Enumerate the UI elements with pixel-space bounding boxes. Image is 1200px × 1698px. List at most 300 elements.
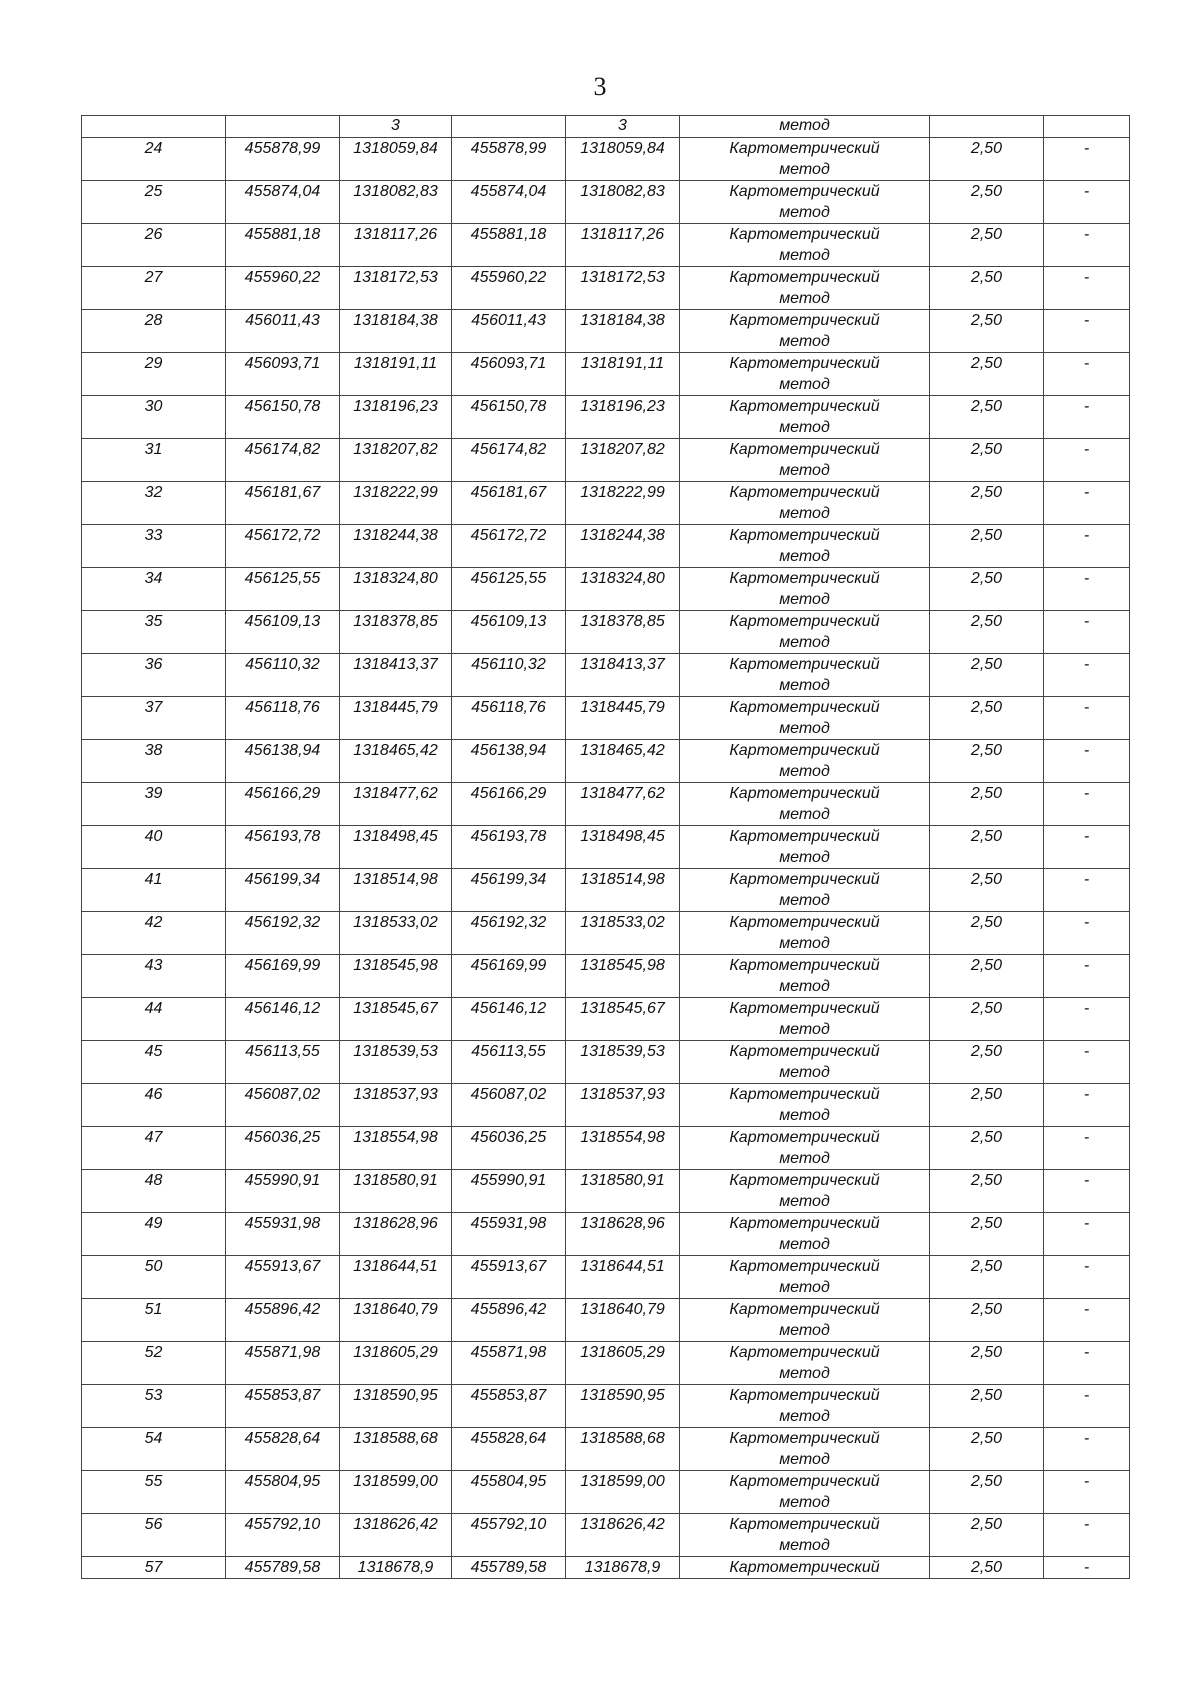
point-number-cell: 46 — [82, 1084, 226, 1127]
continuation-row — [82, 116, 1130, 138]
method-line-2: метод — [779, 677, 830, 694]
x-cell: 455913,67 — [226, 1256, 340, 1299]
x-cell: 456150,78 — [226, 396, 340, 439]
y-new-cell: 1318514,98 — [566, 869, 680, 912]
x-cell: 455853,87 — [226, 1385, 340, 1428]
table-row — [82, 396, 1130, 439]
accuracy-cell: 2,50 — [930, 1041, 1044, 1084]
description-cell: - — [1044, 1557, 1130, 1579]
accuracy-cell: 2,50 — [930, 1127, 1044, 1170]
point-number-cell: 24 — [82, 138, 226, 181]
y-cell: 1318413,37 — [340, 654, 452, 697]
y-new-cell: 1318445,79 — [566, 697, 680, 740]
method-line-1: Картометрический — [729, 828, 880, 845]
method-cell — [680, 482, 930, 525]
y-cell: 1318640,79 — [340, 1299, 452, 1342]
method-line-1: Картометрический — [729, 269, 880, 286]
y-cell: 1318580,91 — [340, 1170, 452, 1213]
y-new-cell: 1318378,85 — [566, 611, 680, 654]
table-row — [82, 1385, 1130, 1428]
x-new-cell: 455792,10 — [452, 1514, 566, 1557]
table-row — [82, 1299, 1130, 1342]
accuracy-cell: 2,50 — [930, 998, 1044, 1041]
description-cell: - — [1044, 1385, 1130, 1428]
y-new-cell: 1318640,79 — [566, 1299, 680, 1342]
y-cell: 1318244,38 — [340, 525, 452, 568]
y-cell: 1318599,00 — [340, 1471, 452, 1514]
accuracy-cell: 2,50 — [930, 224, 1044, 267]
method-cell: метод — [680, 116, 930, 138]
method-cell — [680, 654, 930, 697]
method-line-1: Картометрический — [729, 1172, 880, 1189]
accuracy-cell: 2,50 — [930, 568, 1044, 611]
method-line-2: метод — [779, 892, 830, 909]
method-line-1: Картометрический — [729, 1430, 880, 1447]
y-cell: 1318678,9 — [340, 1557, 452, 1579]
x-cell: 456181,67 — [226, 482, 340, 525]
y-cell: 1318545,67 — [340, 998, 452, 1041]
x-new-cell: 455896,42 — [452, 1299, 566, 1342]
point-number-cell: 30 — [82, 396, 226, 439]
accuracy-cell: 2,50 — [930, 869, 1044, 912]
description-cell: - — [1044, 439, 1130, 482]
y-cell: 1318082,83 — [340, 181, 452, 224]
method-line-2: метод — [779, 978, 830, 995]
method-line-2: метод — [779, 1193, 830, 1210]
accuracy-cell: 2,50 — [930, 611, 1044, 654]
y-cell: 1318537,93 — [340, 1084, 452, 1127]
x-cell: 455792,10 — [226, 1514, 340, 1557]
y-cell: 1318378,85 — [340, 611, 452, 654]
point-number-cell: 57 — [82, 1557, 226, 1579]
accuracy-cell: 2,50 — [930, 697, 1044, 740]
table-row — [82, 1557, 1130, 1579]
method-line-2: метод — [779, 1451, 830, 1468]
x-cell: 456166,29 — [226, 783, 340, 826]
method-cell — [680, 1041, 930, 1084]
y-new-cell: 1318590,95 — [566, 1385, 680, 1428]
y-new-cell: 1318191,11 — [566, 353, 680, 396]
accuracy-cell: 2,50 — [930, 1256, 1044, 1299]
table-row — [82, 1256, 1130, 1299]
method-line-2: метод — [779, 1408, 830, 1425]
method-cell: Картометрический — [680, 1557, 930, 1579]
y-new-cell: 3 — [566, 116, 680, 138]
x-new-cell: 456011,43 — [452, 310, 566, 353]
method-cell — [680, 1256, 930, 1299]
x-cell: 456193,78 — [226, 826, 340, 869]
y-cell: 1318477,62 — [340, 783, 452, 826]
method-cell — [680, 1342, 930, 1385]
description-cell: - — [1044, 783, 1130, 826]
method-line-1: Картометрический — [729, 312, 880, 329]
table-row — [82, 783, 1130, 826]
description-cell: - — [1044, 525, 1130, 568]
y-cell: 1318324,80 — [340, 568, 452, 611]
description-cell: - — [1044, 138, 1130, 181]
table-row — [82, 1428, 1130, 1471]
method-line-1: Картометрический — [729, 441, 880, 458]
method-line-1: Картометрический — [729, 742, 880, 759]
x-cell: 456036,25 — [226, 1127, 340, 1170]
method-line-1: Картометрический — [729, 613, 880, 630]
method-cell — [680, 1127, 930, 1170]
y-cell: 1318588,68 — [340, 1428, 452, 1471]
method-line-2: метод — [779, 376, 830, 393]
x-new-cell: 455990,91 — [452, 1170, 566, 1213]
method-line-1: Картометрический — [729, 699, 880, 716]
table-row — [82, 1471, 1130, 1514]
method-cell — [680, 998, 930, 1041]
table-row — [82, 224, 1130, 267]
x-new-cell: 456110,32 — [452, 654, 566, 697]
method-line-1: Картометрический — [729, 1473, 880, 1490]
table-row — [82, 1084, 1130, 1127]
x-cell: 456110,32 — [226, 654, 340, 697]
description-cell: - — [1044, 1213, 1130, 1256]
description-cell: - — [1044, 1127, 1130, 1170]
method-line-2: метод — [779, 333, 830, 350]
y-cell: 1318545,98 — [340, 955, 452, 998]
accuracy-cell: 2,50 — [930, 439, 1044, 482]
x-cell: 456087,02 — [226, 1084, 340, 1127]
description-cell: - — [1044, 310, 1130, 353]
x-new-cell: 456125,55 — [452, 568, 566, 611]
x-cell: 455931,98 — [226, 1213, 340, 1256]
point-number-cell: 32 — [82, 482, 226, 525]
x-new-cell: 456036,25 — [452, 1127, 566, 1170]
method-line-2: метод — [779, 419, 830, 436]
y-new-cell: 1318082,83 — [566, 181, 680, 224]
method-line-1: Картометрический — [729, 1387, 880, 1404]
x-new-cell: 455881,18 — [452, 224, 566, 267]
point-number-cell: 33 — [82, 525, 226, 568]
method-line-2: метод — [779, 548, 830, 565]
description-cell: - — [1044, 998, 1130, 1041]
y-cell: 1318117,26 — [340, 224, 452, 267]
x-cell: 456146,12 — [226, 998, 340, 1041]
point-number-cell: 35 — [82, 611, 226, 654]
y-new-cell: 1318554,98 — [566, 1127, 680, 1170]
method-line-2: метод — [779, 462, 830, 479]
table-row — [82, 138, 1130, 181]
accuracy-cell: 2,50 — [930, 181, 1044, 224]
method-line-2: метод — [779, 1236, 830, 1253]
table-row — [82, 697, 1130, 740]
point-number-cell: 38 — [82, 740, 226, 783]
method-line-2: метод — [779, 935, 830, 952]
y-new-cell: 1318498,45 — [566, 826, 680, 869]
y-new-cell: 1318413,37 — [566, 654, 680, 697]
accuracy-cell: 2,50 — [930, 1514, 1044, 1557]
x-new-cell: 456172,72 — [452, 525, 566, 568]
accuracy-cell — [930, 116, 1044, 138]
method-line-1: Картометрический — [729, 1086, 880, 1103]
method-cell — [680, 525, 930, 568]
x-new-cell: 455789,58 — [452, 1557, 566, 1579]
method-line-2: метод — [779, 1365, 830, 1382]
method-line-2: метод — [779, 634, 830, 651]
page-number: 3 — [593, 72, 607, 101]
x-cell: 455789,58 — [226, 1557, 340, 1579]
y-new-cell: 1318626,42 — [566, 1514, 680, 1557]
x-cell: 455960,22 — [226, 267, 340, 310]
table-row — [82, 1514, 1130, 1557]
table-row — [82, 267, 1130, 310]
table-row — [82, 1127, 1130, 1170]
y-new-cell: 1318533,02 — [566, 912, 680, 955]
x-cell: 455871,98 — [226, 1342, 340, 1385]
y-cell: 1318222,99 — [340, 482, 452, 525]
x-new-cell: 456199,34 — [452, 869, 566, 912]
description-cell: - — [1044, 267, 1130, 310]
method-line-2: метод — [779, 247, 830, 264]
table-row — [82, 525, 1130, 568]
x-new-cell: 455913,67 — [452, 1256, 566, 1299]
y-cell: 1318172,53 — [340, 267, 452, 310]
method-line-2: метод — [779, 161, 830, 178]
table-row — [82, 912, 1130, 955]
y-new-cell: 1318539,53 — [566, 1041, 680, 1084]
point-number-cell — [82, 116, 226, 138]
y-new-cell: 1318196,23 — [566, 396, 680, 439]
point-number-cell: 56 — [82, 1514, 226, 1557]
method-line-2: метод — [779, 1064, 830, 1081]
method-line-1: Картометрический — [729, 1000, 880, 1017]
y-cell: 1318554,98 — [340, 1127, 452, 1170]
table-row — [82, 353, 1130, 396]
x-new-cell: 455931,98 — [452, 1213, 566, 1256]
method-line-1: Картометрический — [729, 1129, 880, 1146]
method-line-1: Картометрический — [729, 1258, 880, 1275]
point-number-cell: 51 — [82, 1299, 226, 1342]
method-cell — [680, 267, 930, 310]
x-new-cell: 455871,98 — [452, 1342, 566, 1385]
table-row — [82, 181, 1130, 224]
accuracy-cell: 2,50 — [930, 1385, 1044, 1428]
method-line-1: Картометрический — [729, 914, 880, 931]
point-number-cell: 42 — [82, 912, 226, 955]
accuracy-cell: 2,50 — [930, 826, 1044, 869]
x-cell: 456109,13 — [226, 611, 340, 654]
y-cell: 1318184,38 — [340, 310, 452, 353]
x-new-cell: 456146,12 — [452, 998, 566, 1041]
description-cell: - — [1044, 912, 1130, 955]
description-cell — [1044, 116, 1130, 138]
method-line-2: метод — [779, 1537, 830, 1554]
description-cell: - — [1044, 568, 1130, 611]
method-line-1: Картометрический — [729, 656, 880, 673]
table-row — [82, 998, 1130, 1041]
x-new-cell: 456087,02 — [452, 1084, 566, 1127]
accuracy-cell: 2,50 — [930, 1213, 1044, 1256]
description-cell: - — [1044, 181, 1130, 224]
point-number-cell: 40 — [82, 826, 226, 869]
x-cell: 455990,91 — [226, 1170, 340, 1213]
x-cell: 455881,18 — [226, 224, 340, 267]
point-number-cell: 41 — [82, 869, 226, 912]
table-row — [82, 826, 1130, 869]
accuracy-cell: 2,50 — [930, 482, 1044, 525]
description-cell: - — [1044, 353, 1130, 396]
point-number-cell: 55 — [82, 1471, 226, 1514]
y-cell: 1318590,95 — [340, 1385, 452, 1428]
method-cell — [680, 1428, 930, 1471]
description-cell: - — [1044, 224, 1130, 267]
x-cell: 456199,34 — [226, 869, 340, 912]
table-row — [82, 611, 1130, 654]
y-cell: 1318196,23 — [340, 396, 452, 439]
method-line-1: Картометрический — [729, 570, 880, 587]
x-cell: 455804,95 — [226, 1471, 340, 1514]
y-cell: 1318191,11 — [340, 353, 452, 396]
method-cell — [680, 224, 930, 267]
y-cell: 1318514,98 — [340, 869, 452, 912]
y-new-cell: 1318678,9 — [566, 1557, 680, 1579]
method-cell — [680, 1471, 930, 1514]
method-line-1: Картометрический — [729, 871, 880, 888]
point-number-cell: 39 — [82, 783, 226, 826]
point-number-cell: 49 — [82, 1213, 226, 1256]
x-new-cell: 455878,99 — [452, 138, 566, 181]
method-cell — [680, 181, 930, 224]
y-new-cell: 1318222,99 — [566, 482, 680, 525]
y-new-cell: 1318465,42 — [566, 740, 680, 783]
method-cell — [680, 1299, 930, 1342]
y-new-cell: 1318184,38 — [566, 310, 680, 353]
x-cell: 456118,76 — [226, 697, 340, 740]
method-line-1: Картометрический — [729, 355, 880, 372]
description-cell: - — [1044, 697, 1130, 740]
x-new-cell: 456138,94 — [452, 740, 566, 783]
point-number-cell: 43 — [82, 955, 226, 998]
x-cell — [226, 116, 340, 138]
x-new-cell: 455960,22 — [452, 267, 566, 310]
method-cell — [680, 955, 930, 998]
x-new-cell: 455804,95 — [452, 1471, 566, 1514]
x-cell: 455896,42 — [226, 1299, 340, 1342]
description-cell: - — [1044, 740, 1130, 783]
x-new-cell: 456193,78 — [452, 826, 566, 869]
x-new-cell: 455828,64 — [452, 1428, 566, 1471]
y-new-cell: 1318599,00 — [566, 1471, 680, 1514]
description-cell: - — [1044, 396, 1130, 439]
accuracy-cell: 2,50 — [930, 310, 1044, 353]
accuracy-cell: 2,50 — [930, 654, 1044, 697]
method-cell — [680, 611, 930, 654]
method-line-2: метод — [779, 849, 830, 866]
description-cell: - — [1044, 654, 1130, 697]
description-cell: - — [1044, 1428, 1130, 1471]
method-cell — [680, 1170, 930, 1213]
method-line-1: Картометрический — [729, 1344, 880, 1361]
table-row — [82, 869, 1130, 912]
x-new-cell: 456192,32 — [452, 912, 566, 955]
accuracy-cell: 2,50 — [930, 138, 1044, 181]
x-cell: 456174,82 — [226, 439, 340, 482]
y-new-cell: 1318644,51 — [566, 1256, 680, 1299]
table-row — [82, 1213, 1130, 1256]
accuracy-cell: 2,50 — [930, 267, 1044, 310]
point-number-cell: 47 — [82, 1127, 226, 1170]
method-line-1: Картометрический — [729, 785, 880, 802]
method-cell — [680, 826, 930, 869]
method-cell — [680, 439, 930, 482]
method-cell — [680, 740, 930, 783]
y-new-cell: 1318545,98 — [566, 955, 680, 998]
x-cell: 456172,72 — [226, 525, 340, 568]
method-cell — [680, 396, 930, 439]
y-cell: 1318498,45 — [340, 826, 452, 869]
table-row — [82, 740, 1130, 783]
x-cell: 455878,99 — [226, 138, 340, 181]
method-line-1: Картометрический — [729, 484, 880, 501]
point-number-cell: 25 — [82, 181, 226, 224]
accuracy-cell: 2,50 — [930, 1471, 1044, 1514]
y-new-cell: 1318588,68 — [566, 1428, 680, 1471]
point-number-cell: 54 — [82, 1428, 226, 1471]
method-cell — [680, 1385, 930, 1428]
accuracy-cell: 2,50 — [930, 740, 1044, 783]
point-number-cell: 44 — [82, 998, 226, 1041]
point-number-cell: 52 — [82, 1342, 226, 1385]
point-number-cell: 34 — [82, 568, 226, 611]
x-cell: 455828,64 — [226, 1428, 340, 1471]
method-line-2: метод — [779, 1150, 830, 1167]
method-line-1: Картометрический — [729, 140, 880, 157]
y-cell: 1318059,84 — [340, 138, 452, 181]
method-line-1: Картометрический — [729, 527, 880, 544]
method-cell — [680, 869, 930, 912]
y-cell: 1318207,82 — [340, 439, 452, 482]
point-number-cell: 29 — [82, 353, 226, 396]
y-cell: 1318465,42 — [340, 740, 452, 783]
x-cell: 456113,55 — [226, 1041, 340, 1084]
table-row — [82, 1342, 1130, 1385]
accuracy-cell: 2,50 — [930, 1170, 1044, 1213]
method-cell — [680, 310, 930, 353]
accuracy-cell: 2,50 — [930, 353, 1044, 396]
method-cell — [680, 697, 930, 740]
x-new-cell: 455853,87 — [452, 1385, 566, 1428]
x-new-cell: 456150,78 — [452, 396, 566, 439]
description-cell: - — [1044, 1084, 1130, 1127]
method-line-1: Картометрический — [729, 398, 880, 415]
accuracy-cell: 2,50 — [930, 783, 1044, 826]
y-new-cell: 1318580,91 — [566, 1170, 680, 1213]
x-new-cell — [452, 116, 566, 138]
method-line-2: метод — [779, 505, 830, 522]
y-new-cell: 1318628,96 — [566, 1213, 680, 1256]
point-number-cell: 45 — [82, 1041, 226, 1084]
accuracy-cell: 2,50 — [930, 1342, 1044, 1385]
x-new-cell: 456093,71 — [452, 353, 566, 396]
description-cell: - — [1044, 955, 1130, 998]
x-new-cell: 456181,67 — [452, 482, 566, 525]
point-number-cell: 53 — [82, 1385, 226, 1428]
x-new-cell: 456113,55 — [452, 1041, 566, 1084]
x-cell: 456125,55 — [226, 568, 340, 611]
method-line-2: метод — [779, 1279, 830, 1296]
method-cell — [680, 138, 930, 181]
accuracy-cell: 2,50 — [930, 1428, 1044, 1471]
method-line-2: метод — [779, 763, 830, 780]
point-number-cell: 28 — [82, 310, 226, 353]
y-cell: 1318445,79 — [340, 697, 452, 740]
y-new-cell: 1318244,38 — [566, 525, 680, 568]
point-number-cell: 50 — [82, 1256, 226, 1299]
x-new-cell: 456118,76 — [452, 697, 566, 740]
